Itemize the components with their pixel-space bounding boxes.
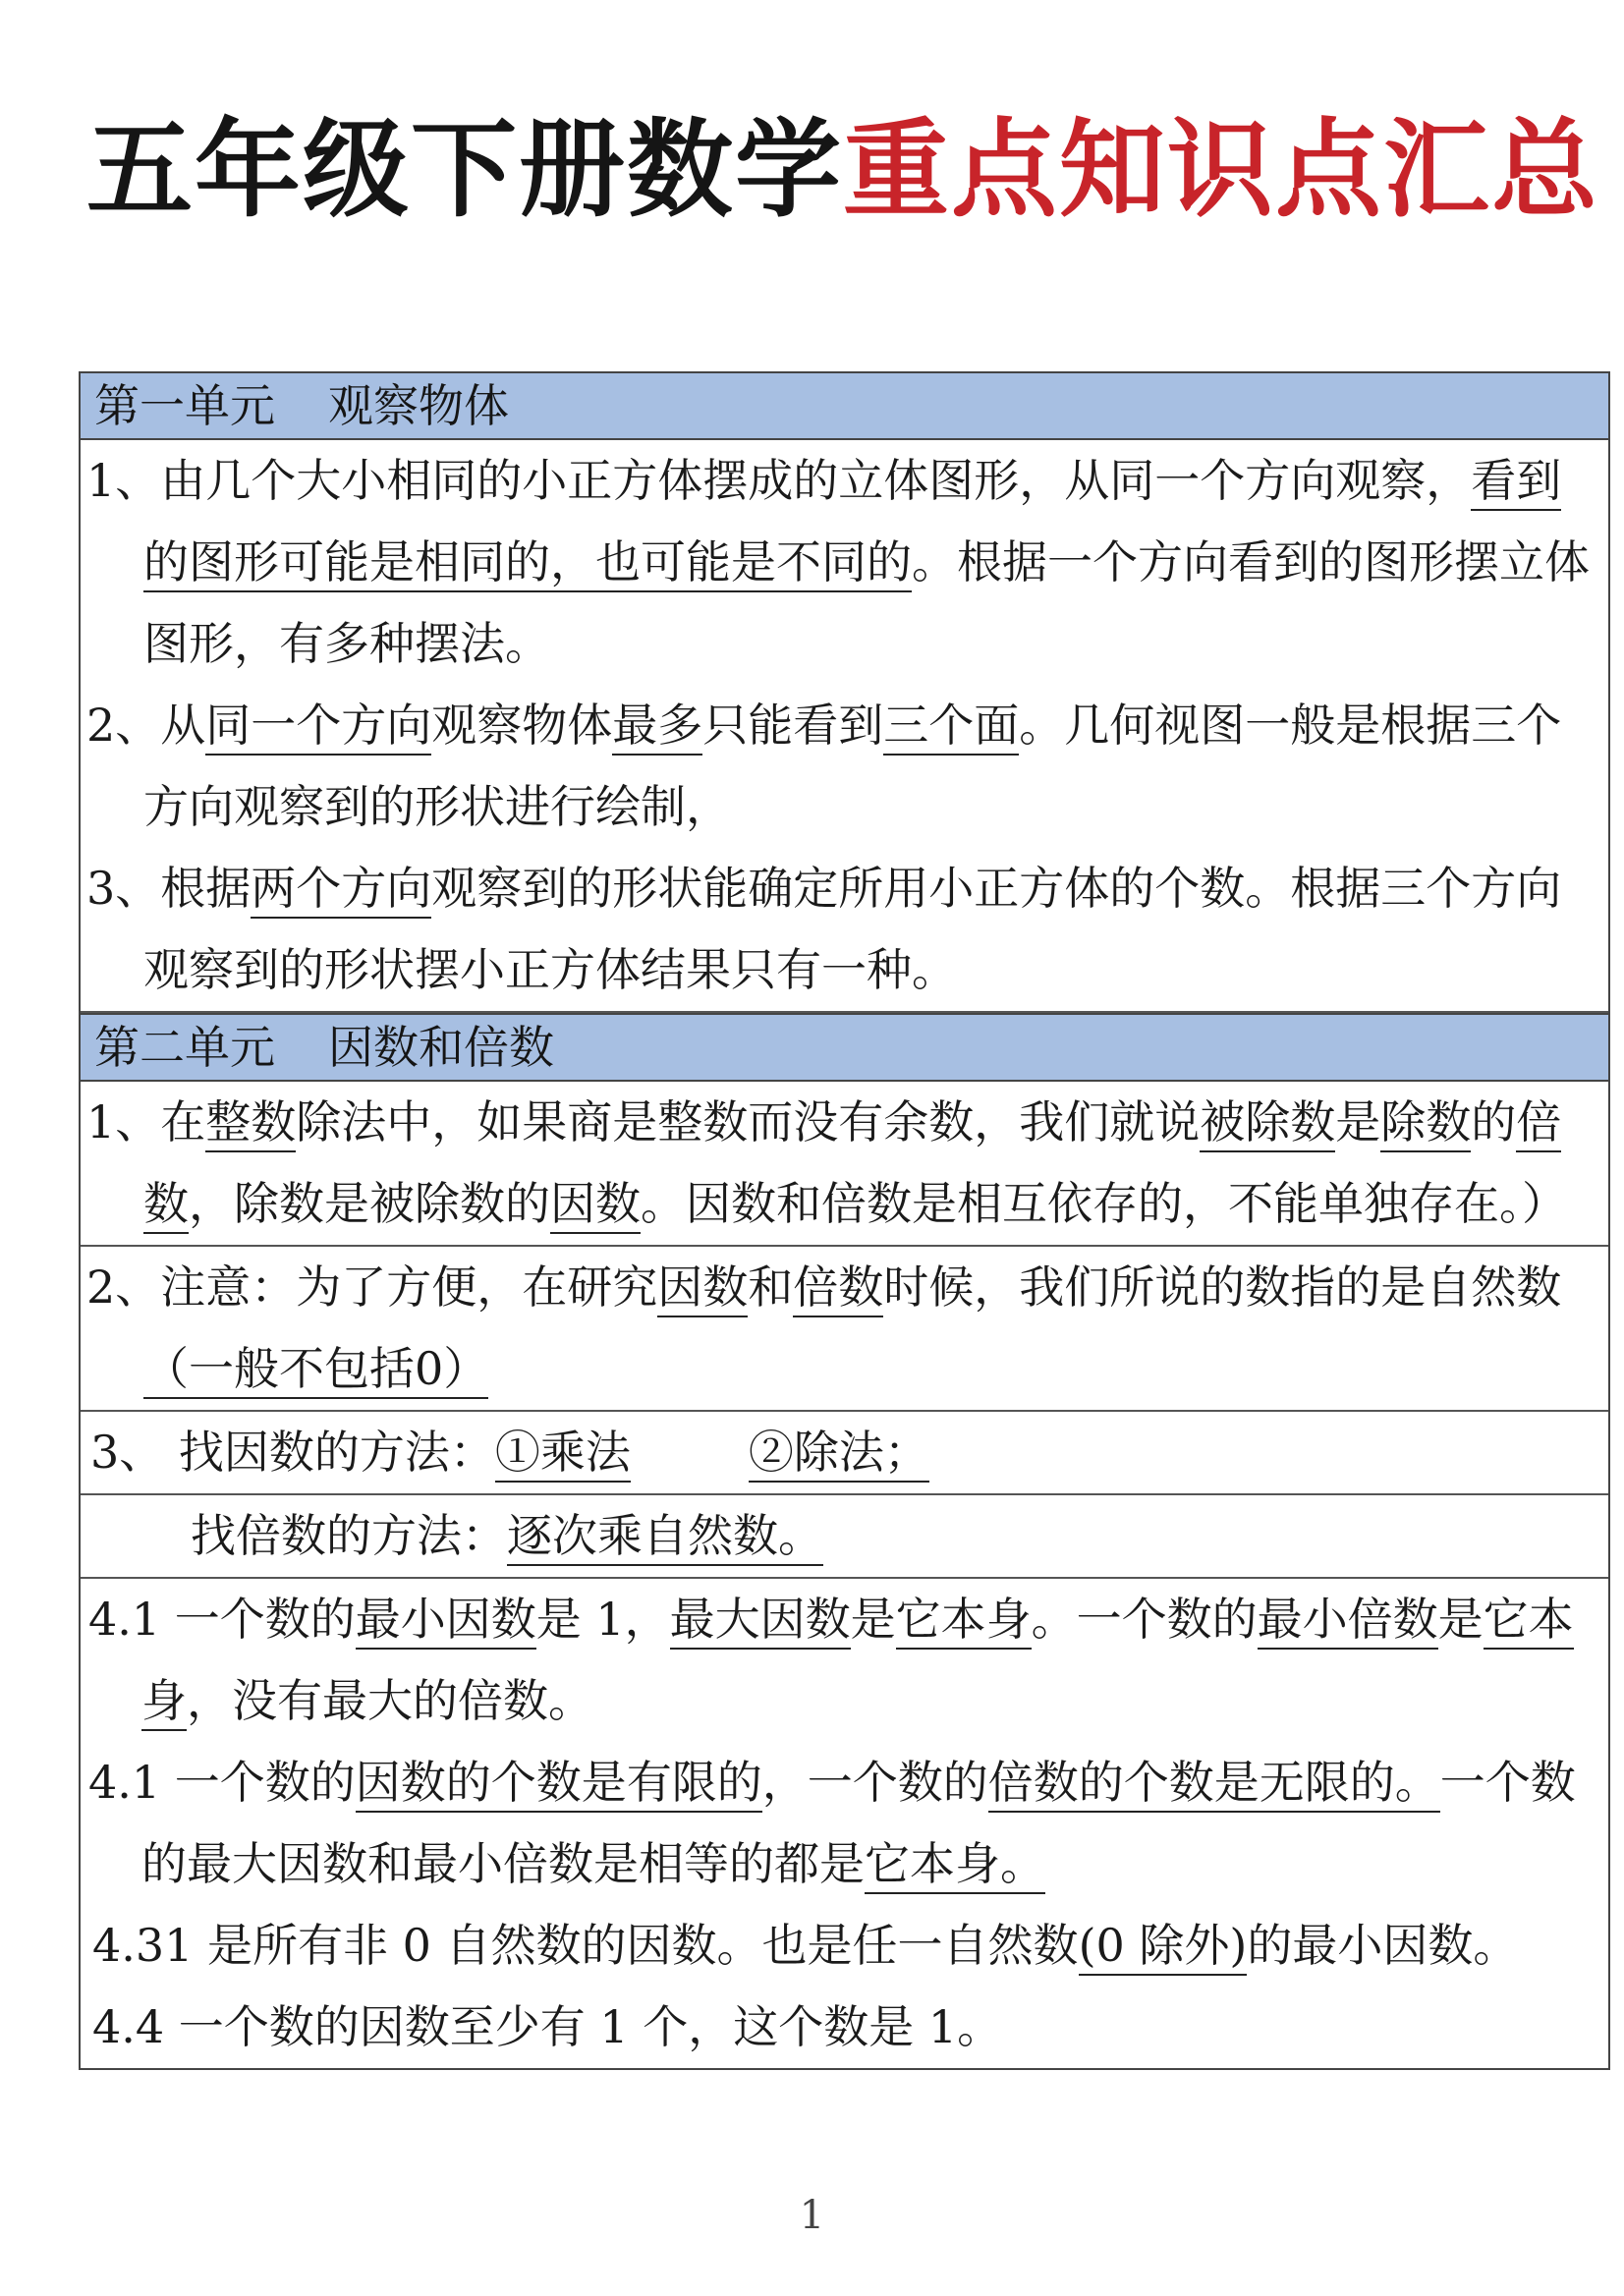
underlined-text: 最小倍数: [1258, 1593, 1438, 1650]
text-segment: 4.4 一个数的因数至少有 1 个，这个数是 1。: [92, 2000, 1003, 2053]
unit1-content: [81, 440, 1608, 1013]
underlined-text: 因数: [657, 1260, 748, 1317]
unit1-item-2: [81, 685, 1608, 848]
text-segment: 除法中，如果商是整数而没有余数，我们就说: [296, 1095, 1201, 1148]
unit1-label: 第一单元: [94, 379, 275, 432]
underlined-text: 同一个方向: [205, 699, 431, 756]
unit2-item-3a-cell: [81, 1412, 1608, 1495]
underlined-text: 两个方向: [251, 862, 431, 919]
text-segment: ，除数是被除数的: [189, 1177, 550, 1230]
text-segment: 。因数和倍数是相互依存的，不能单独存在。）: [641, 1177, 1567, 1230]
underlined-text: 因数的个数是有限的: [356, 1756, 762, 1813]
underlined-text: 最大因数: [670, 1593, 851, 1650]
text-segment: 一个数的最大因数和最小倍数是相等的都是: [141, 1756, 1576, 1890]
text-segment: ，一个数的: [761, 1756, 988, 1809]
unit2-label: 第二单元: [94, 1021, 275, 1074]
text-segment: 1、由几个大小相同的小正方体摆成的立体图形，从同一个方向观察，: [86, 454, 1472, 507]
text-segment: 2、注意：为了方便，在研究: [86, 1260, 658, 1314]
text-segment: 3、根据: [86, 862, 252, 915]
text-segment: 4.1 一个数的: [88, 1593, 356, 1646]
underlined-text: 最小因数: [356, 1593, 536, 1650]
underlined-text: 整数: [205, 1095, 296, 1152]
text-segment: 观察物体: [431, 699, 613, 752]
text-segment: 找倍数的方法：: [191, 1509, 507, 1562]
underlined-text: 它本身。: [865, 1837, 1045, 1894]
unit2-item-4-31: [81, 1905, 1608, 1987]
underlined-text: 倍数: [793, 1260, 883, 1317]
underlined-text: 逐次乘自然数。: [507, 1509, 823, 1566]
text-segment: 观察到的形状能确定所用小正方体的个数。根据三个方向观察到的形状摆小正方体结果只有一种。: [143, 862, 1562, 996]
unit2-item-3b-cell: [81, 1495, 1608, 1579]
text-segment: 只能看到: [702, 699, 884, 752]
underlined-text: (0 除外): [1079, 1919, 1248, 1976]
text-segment: 的最小因数。: [1247, 1919, 1519, 1972]
unit1-item-3: [81, 848, 1608, 1011]
text-segment: 4.1 一个数的: [88, 1756, 356, 1809]
underlined-text: ②除法；: [749, 1426, 929, 1483]
underlined-text: 三个面: [883, 699, 1019, 756]
text-segment: 时候，我们所说的数指的是自然数: [883, 1260, 1562, 1314]
underlined-text: 被除数: [1200, 1095, 1335, 1152]
unit2-item-4-1a: [81, 1579, 1608, 1742]
unit2-name: 因数和倍数: [328, 1021, 554, 1074]
unit2-item-4-1b: [81, 1742, 1608, 1905]
unit1-heading: [81, 371, 1608, 440]
underlined-text: 最多: [612, 699, 702, 756]
text-segment: 是: [1335, 1095, 1381, 1148]
text-segment: 是 1，: [535, 1593, 670, 1646]
unit2-item-3-line2: [81, 1495, 1608, 1577]
text-segment: 。一个数的: [1031, 1593, 1258, 1646]
underlined-text: 因数: [550, 1177, 641, 1234]
unit2-item-2: [81, 1247, 1608, 1410]
underlined-text: ①乘法: [495, 1426, 631, 1483]
title-black-part: 五年级下册数学: [86, 109, 844, 232]
text-segment: 3、 找因数的方法：: [90, 1426, 495, 1479]
text-segment: 2、从: [86, 699, 206, 752]
text-segment: 4.31 是所有非 0 自然数的因数。也是任一自然数: [92, 1919, 1079, 1972]
underlined-text: 倍数的个数是无限的。: [988, 1756, 1440, 1813]
text-segment: 是: [1437, 1593, 1484, 1646]
text-segment: 的: [1471, 1095, 1517, 1148]
text-segment: 1、在: [86, 1095, 206, 1148]
unit2-item-4-cell: [81, 1579, 1608, 2068]
unit2-item-4-4: [81, 1987, 1608, 2068]
text-segment: 。根据一个方向看到的图形摆立体图形，有多种摆法。: [143, 535, 1590, 670]
text-segment: 是: [850, 1593, 896, 1646]
unit1-name: 观察物体: [328, 379, 509, 432]
page-title: [86, 109, 1600, 232]
text-segment: ，没有最大的倍数。: [187, 1674, 593, 1727]
text-segment: 和: [748, 1260, 794, 1314]
knowledge-table: [79, 371, 1610, 2070]
underlined-text: 除数: [1380, 1095, 1471, 1152]
underlined-text: 倍数: [143, 1095, 1561, 1234]
title-red-part: 重点知识点汇总: [843, 109, 1600, 232]
underlined-text: （一般不包括0）: [143, 1342, 488, 1399]
unit1-item-1: [81, 440, 1608, 685]
text-segment: 。几何视图一般是根据三个方向观察到的形状进行绘制，: [143, 699, 1562, 833]
unit2-item-1: [81, 1082, 1608, 1245]
page-number: 1: [799, 2193, 825, 2238]
underlined-text: 它本身: [141, 1593, 1574, 1731]
underlined-text: 看到的图形可能是相同的，也可能是不同的: [143, 454, 1561, 592]
underlined-text: 它本身: [896, 1593, 1032, 1650]
unit2-heading: [81, 1013, 1608, 1082]
unit2-item-3-line1: [81, 1412, 1608, 1493]
unit2-item-2-cell: [81, 1247, 1608, 1412]
unit2-item-1-cell: [81, 1082, 1608, 1247]
